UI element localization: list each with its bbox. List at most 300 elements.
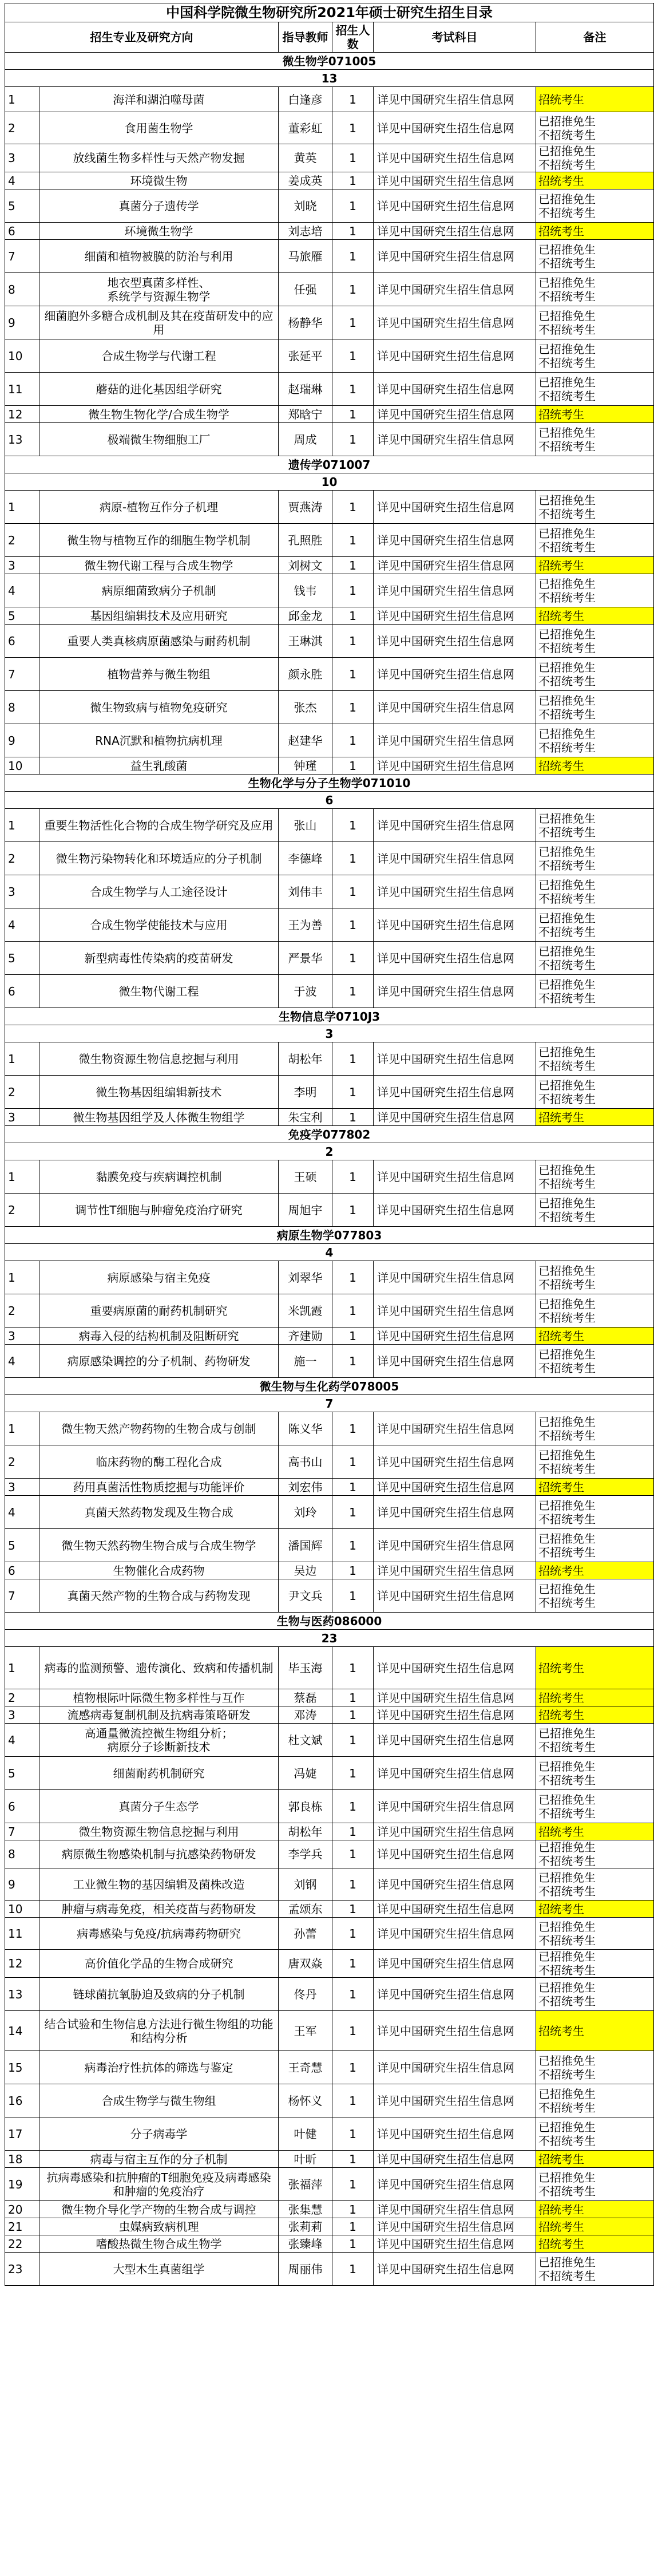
quota-count: 1 — [332, 757, 374, 775]
tutor-name: 钱韦 — [279, 574, 332, 607]
tutor-name: 孟颂东 — [279, 1901, 332, 1918]
section-header-row — [5, 1008, 654, 1025]
quota-count: 1 — [332, 842, 374, 875]
table-row — [5, 1790, 654, 1823]
exam-subjects: 详见中国研究生招生信息网 — [374, 87, 536, 112]
exam-subjects: 详见中国研究生招生信息网 — [374, 842, 536, 875]
quota-count: 1 — [332, 112, 374, 144]
research-direction: 病原-植物互作分子机理 — [39, 491, 279, 524]
row-index: 3 — [5, 875, 39, 908]
row-index: 10 — [5, 339, 39, 373]
tutor-name: 刘翠华 — [279, 1261, 332, 1294]
table-row — [5, 1918, 654, 1950]
research-direction: 链球菌抗氧胁迫及致病的分子机制 — [39, 1978, 279, 2011]
row-index: 9 — [5, 724, 39, 757]
row-index: 4 — [5, 908, 39, 942]
exam-subjects: 详见中国研究生招生信息网 — [374, 1823, 536, 1840]
tutor-name: 尹文兵 — [279, 1579, 332, 1613]
row-index: 3 — [5, 1109, 39, 1126]
quota-count: 1 — [332, 625, 374, 658]
row-index: 8 — [5, 691, 39, 724]
tutor-name: 张莉莉 — [279, 2218, 332, 2235]
quota-count: 1 — [332, 1823, 374, 1840]
research-direction: 地衣型真菌多样性、 系统学与资源生物学 — [39, 273, 279, 306]
row-index: 4 — [5, 1345, 39, 1378]
quota-count: 1 — [332, 1327, 374, 1345]
table-row — [5, 273, 654, 306]
quota-count: 1 — [332, 491, 374, 524]
exam-subjects: 详见中国研究生招生信息网 — [374, 2117, 536, 2151]
row-index: 2 — [5, 1076, 39, 1109]
research-direction: 高价值化学品的生物合成研究 — [39, 1950, 279, 1978]
section-count-row — [5, 1025, 654, 1042]
exam-subjects: 详见中国研究生招生信息网 — [374, 1076, 536, 1109]
remark-status: 已招推免生 不招统考生 — [536, 112, 654, 144]
quota-count: 1 — [332, 1042, 374, 1076]
remark-status: 已招推免生 不招统考生 — [536, 1412, 654, 1445]
tutor-name: 钟瑾 — [279, 757, 332, 775]
tutor-name: 王奇慧 — [279, 2051, 332, 2084]
research-direction: 环境微生物学 — [39, 223, 279, 240]
tutor-name: 颜永胜 — [279, 658, 332, 691]
table-row — [5, 574, 654, 607]
quota-count: 1 — [332, 2051, 374, 2084]
table-row — [5, 607, 654, 625]
table-row — [5, 339, 654, 373]
header-exam-subjects: 考试科目 — [374, 22, 536, 53]
section-count: 3 — [5, 1025, 654, 1042]
remark-status: 已招推免生 不招统考生 — [536, 1840, 654, 1868]
quota-count: 1 — [332, 2253, 374, 2286]
exam-subjects: 详见中国研究生招生信息网 — [374, 1042, 536, 1076]
research-direction: 微生物代谢工程 — [39, 975, 279, 1008]
table-row — [5, 625, 654, 658]
quota-count: 1 — [332, 2011, 374, 2051]
remark-status: 已招推免生 不招统考生 — [536, 1076, 654, 1109]
exam-subjects: 详见中国研究生招生信息网 — [374, 1109, 536, 1126]
tutor-name: 周成 — [279, 423, 332, 456]
research-direction: 病毒的监测预警、遗传演化、致病和传播机制 — [39, 1647, 279, 1689]
remark-status: 已招推免生 不招统考生 — [536, 1529, 654, 1562]
exam-subjects: 详见中国研究生招生信息网 — [374, 1327, 536, 1345]
tutor-name: 张臻峰 — [279, 2235, 332, 2253]
table-row — [5, 1689, 654, 1706]
table-row — [5, 1978, 654, 2011]
tutor-name: 王琳淇 — [279, 625, 332, 658]
row-index: 19 — [5, 2168, 39, 2201]
quota-count: 1 — [332, 406, 374, 423]
research-direction: 微生物致病与植物免疫研究 — [39, 691, 279, 724]
tutor-name: 刘钢 — [279, 1868, 332, 1901]
research-direction: 病毒入侵的结构机制及阻断研究 — [39, 1327, 279, 1345]
research-direction: 食用菌生物学 — [39, 112, 279, 144]
row-index: 4 — [5, 1724, 39, 1757]
section-name: 生物信息学0710J3 — [5, 1008, 654, 1025]
remark-status: 已招推免生 不招统考生 — [536, 908, 654, 942]
tutor-name: 吴边 — [279, 1562, 332, 1579]
tutor-name: 冯婕 — [279, 1757, 332, 1790]
quota-count: 1 — [332, 189, 374, 223]
quota-count: 1 — [332, 1345, 374, 1378]
remark-status: 招统考生 — [536, 87, 654, 112]
research-direction: 大型木生真菌组学 — [39, 2253, 279, 2286]
research-direction: 基因组编辑技术及应用研究 — [39, 607, 279, 625]
row-index: 1 — [5, 491, 39, 524]
exam-subjects: 详见中国研究生招生信息网 — [374, 406, 536, 423]
table-row — [5, 1076, 654, 1109]
header-row — [5, 22, 654, 53]
tutor-name: 陈义华 — [279, 1412, 332, 1445]
exam-subjects: 详见中国研究生招生信息网 — [374, 691, 536, 724]
remark-status: 招统考生 — [536, 1689, 654, 1706]
tutor-name: 赵瑞琳 — [279, 373, 332, 406]
exam-subjects: 详见中国研究生招生信息网 — [374, 524, 536, 557]
research-direction: 真菌天然产物的生物合成与药物发现 — [39, 1579, 279, 1613]
research-direction: 分子病毒学 — [39, 2117, 279, 2151]
row-index: 2 — [5, 1445, 39, 1479]
exam-subjects: 详见中国研究生招生信息网 — [374, 2168, 536, 2201]
research-direction: 生物催化合成药物 — [39, 1562, 279, 1579]
row-index: 13 — [5, 423, 39, 456]
research-direction: 细菌和植物被膜的防治与利用 — [39, 240, 279, 273]
section-name: 病原生物学077803 — [5, 1227, 654, 1244]
quota-count: 1 — [332, 1412, 374, 1445]
remark-status: 已招推免生 不招统考生 — [536, 2051, 654, 2084]
section-count-row — [5, 1395, 654, 1412]
exam-subjects: 详见中国研究生招生信息网 — [374, 1294, 536, 1327]
row-index: 11 — [5, 373, 39, 406]
table-row — [5, 1479, 654, 1496]
tutor-name: 董彩虹 — [279, 112, 332, 144]
row-index: 23 — [5, 2253, 39, 2286]
quota-count: 1 — [332, 423, 374, 456]
table-row — [5, 240, 654, 273]
research-direction: 病原细菌致病分子机制 — [39, 574, 279, 607]
row-index: 2 — [5, 1689, 39, 1706]
quota-count: 1 — [332, 1076, 374, 1109]
quota-count: 1 — [332, 1479, 374, 1496]
tutor-name: 胡松年 — [279, 1042, 332, 1076]
research-direction: 微生物介导化学产物的生物合成与调控 — [39, 2201, 279, 2218]
exam-subjects: 详见中国研究生招生信息网 — [374, 1579, 536, 1613]
research-direction: 合成生物学与代谢工程 — [39, 339, 279, 373]
section-name: 微生物与生化药学078005 — [5, 1378, 654, 1395]
section-count-row — [5, 1244, 654, 1261]
quota-count: 1 — [332, 1496, 374, 1529]
remark-status: 已招推免生 不招统考生 — [536, 2117, 654, 2151]
quota-count: 1 — [332, 1978, 374, 2011]
research-direction: 新型病毒性传染病的疫苗研发 — [39, 942, 279, 975]
research-direction: 嗜酸热微生物合成生物学 — [39, 2235, 279, 2253]
quota-count: 1 — [332, 557, 374, 574]
row-index: 4 — [5, 574, 39, 607]
quota-count: 1 — [332, 2218, 374, 2235]
exam-subjects: 详见中国研究生招生信息网 — [374, 144, 536, 172]
section-count-row — [5, 473, 654, 491]
remark-status: 已招推免生 不招统考生 — [536, 1868, 654, 1901]
remark-status: 已招推免生 不招统考生 — [536, 2084, 654, 2117]
quota-count: 1 — [332, 1724, 374, 1757]
row-index: 6 — [5, 625, 39, 658]
row-index: 9 — [5, 1868, 39, 1901]
remark-status: 招统考生 — [536, 2218, 654, 2235]
quota-count: 1 — [332, 2117, 374, 2151]
section-count-row — [5, 1630, 654, 1647]
quota-count: 1 — [332, 1901, 374, 1918]
table-row — [5, 1294, 654, 1327]
table-row — [5, 87, 654, 112]
research-direction: 微生物天然产物药物的生物合成与创制 — [39, 1412, 279, 1445]
exam-subjects: 详见中国研究生招生信息网 — [374, 607, 536, 625]
remark-status: 招统考生 — [536, 406, 654, 423]
document-title: 中国科学院微生物研究所2021年硕士研究生招生目录 — [5, 3, 654, 22]
section-name: 遗传学071007 — [5, 456, 654, 473]
tutor-name: 刘宏伟 — [279, 1479, 332, 1496]
row-index: 1 — [5, 1261, 39, 1294]
quota-count: 1 — [332, 1194, 374, 1227]
tutor-name: 张山 — [279, 809, 332, 842]
research-direction: 重要病原菌的耐药机制研究 — [39, 1294, 279, 1327]
table-body — [5, 3, 654, 2286]
exam-subjects: 详见中国研究生招生信息网 — [374, 1950, 536, 1978]
research-direction: 微生物生物化学/合成生物学 — [39, 406, 279, 423]
exam-subjects: 详见中国研究生招生信息网 — [374, 1840, 536, 1868]
header-remarks: 备注 — [536, 22, 654, 53]
row-index: 15 — [5, 2051, 39, 2084]
tutor-name: 王军 — [279, 2011, 332, 2051]
quota-count: 1 — [332, 1918, 374, 1950]
tutor-name: 杨静华 — [279, 306, 332, 339]
table-row — [5, 172, 654, 189]
table-row — [5, 1757, 654, 1790]
tutor-name: 孔照胜 — [279, 524, 332, 557]
remark-status: 已招推免生 不招统考生 — [536, 273, 654, 306]
research-direction: 结合试验和生物信息方法进行微生物组的功能和结构分析 — [39, 2011, 279, 2051]
quota-count: 1 — [332, 607, 374, 625]
remark-status: 已招推免生 不招统考生 — [536, 306, 654, 339]
remark-status: 已招推免生 不招统考生 — [536, 1496, 654, 1529]
exam-subjects: 详见中国研究生招生信息网 — [374, 112, 536, 144]
tutor-name: 于波 — [279, 975, 332, 1008]
remark-status: 招统考生 — [536, 607, 654, 625]
remark-status: 已招推免生 不招统考生 — [536, 658, 654, 691]
tutor-name: 潘国辉 — [279, 1529, 332, 1562]
exam-subjects: 详见中国研究生招生信息网 — [374, 908, 536, 942]
exam-subjects: 详见中国研究生招生信息网 — [374, 1901, 536, 1918]
remark-status: 已招推免生 不招统考生 — [536, 724, 654, 757]
exam-subjects: 详见中国研究生招生信息网 — [374, 1160, 536, 1194]
table-row — [5, 1160, 654, 1194]
tutor-name: 贾燕涛 — [279, 491, 332, 524]
row-index: 1 — [5, 87, 39, 112]
research-direction: 重要生物活性化合物的合成生物学研究及应用 — [39, 809, 279, 842]
tutor-name: 张集慧 — [279, 2201, 332, 2218]
research-direction: 虫媒病致病机理 — [39, 2218, 279, 2235]
exam-subjects: 详见中国研究生招生信息网 — [374, 1479, 536, 1496]
research-direction: 重要人类真核病原菌感染与耐药机制 — [39, 625, 279, 658]
row-index: 5 — [5, 1529, 39, 1562]
quota-count: 1 — [332, 1294, 374, 1327]
remark-status: 已招推免生 不招统考生 — [536, 1261, 654, 1294]
exam-subjects: 详见中国研究生招生信息网 — [374, 306, 536, 339]
quota-count: 1 — [332, 306, 374, 339]
exam-subjects: 详见中国研究生招生信息网 — [374, 1757, 536, 1790]
research-direction: 海洋和湖泊噬母菌 — [39, 87, 279, 112]
exam-subjects: 详见中国研究生招生信息网 — [374, 557, 536, 574]
section-header-row — [5, 456, 654, 473]
row-index: 12 — [5, 406, 39, 423]
section-header-row — [5, 53, 654, 70]
table-row — [5, 1109, 654, 1126]
remark-status: 已招推免生 不招统考生 — [536, 144, 654, 172]
exam-subjects: 详见中国研究生招生信息网 — [374, 1445, 536, 1479]
table-row — [5, 2151, 654, 2168]
remark-status: 招统考生 — [536, 1109, 654, 1126]
tutor-name: 周丽伟 — [279, 2253, 332, 2286]
tutor-name: 黄英 — [279, 144, 332, 172]
research-direction: 微生物基因组编辑新技术 — [39, 1076, 279, 1109]
remark-status: 已招推免生 不招统考生 — [536, 1345, 654, 1378]
section-name: 生物与医药086000 — [5, 1613, 654, 1630]
section-count: 13 — [5, 70, 654, 87]
research-direction: 微生物与植物互作的细胞生物学机制 — [39, 524, 279, 557]
section-count-row — [5, 792, 654, 809]
exam-subjects: 详见中国研究生招生信息网 — [374, 1496, 536, 1529]
table-row — [5, 1579, 654, 1613]
research-direction: 细菌耐药机制研究 — [39, 1757, 279, 1790]
section-count-row — [5, 1143, 654, 1160]
tutor-name: 王为善 — [279, 908, 332, 942]
tutor-name: 刘伟丰 — [279, 875, 332, 908]
table-row — [5, 406, 654, 423]
table-row — [5, 975, 654, 1008]
quota-count: 1 — [332, 2084, 374, 2117]
quota-count: 1 — [332, 809, 374, 842]
exam-subjects: 详见中国研究生招生信息网 — [374, 1868, 536, 1901]
row-index: 3 — [5, 144, 39, 172]
research-direction: 临床药物的酶工程化合成 — [39, 1445, 279, 1479]
remark-status: 招统考生 — [536, 2235, 654, 2253]
section-name: 免疫学077802 — [5, 1126, 654, 1143]
remark-status: 招统考生 — [536, 2201, 654, 2218]
row-index: 6 — [5, 975, 39, 1008]
quota-count: 1 — [332, 942, 374, 975]
research-direction: 真菌分子遗传学 — [39, 189, 279, 223]
table-row — [5, 942, 654, 975]
quota-count: 1 — [332, 1579, 374, 1613]
exam-subjects: 详见中国研究生招生信息网 — [374, 273, 536, 306]
remark-status: 招统考生 — [536, 1901, 654, 1918]
remark-status: 已招推免生 不招统考生 — [536, 423, 654, 456]
quota-count: 1 — [332, 273, 374, 306]
exam-subjects: 详见中国研究生招生信息网 — [374, 1706, 536, 1724]
exam-subjects: 详见中国研究生招生信息网 — [374, 223, 536, 240]
table-row — [5, 658, 654, 691]
exam-subjects: 详见中国研究生招生信息网 — [374, 942, 536, 975]
exam-subjects: 详见中国研究生招生信息网 — [374, 189, 536, 223]
row-index: 17 — [5, 2117, 39, 2151]
exam-subjects: 详见中国研究生招生信息网 — [374, 658, 536, 691]
section-count: 6 — [5, 792, 654, 809]
exam-subjects: 详见中国研究生招生信息网 — [374, 240, 536, 273]
table-row — [5, 724, 654, 757]
exam-subjects: 详见中国研究生招生信息网 — [374, 1790, 536, 1823]
quota-count: 1 — [332, 691, 374, 724]
remark-status: 已招推免生 不招统考生 — [536, 1724, 654, 1757]
section-count: 2 — [5, 1143, 654, 1160]
tutor-name: 李明 — [279, 1076, 332, 1109]
quota-count: 1 — [332, 524, 374, 557]
row-index: 8 — [5, 1840, 39, 1868]
research-direction: 病原感染调控的分子机制、药物研发 — [39, 1345, 279, 1378]
research-direction: 病毒治疗性抗体的筛选与鉴定 — [39, 2051, 279, 2084]
research-direction: 工业微生物的基因编辑及菌株改造 — [39, 1868, 279, 1901]
tutor-name: 杨怀义 — [279, 2084, 332, 2117]
tutor-name: 刘晓 — [279, 189, 332, 223]
table-row — [5, 2117, 654, 2151]
row-index: 3 — [5, 1479, 39, 1496]
table-row — [5, 875, 654, 908]
remark-status: 招统考生 — [536, 223, 654, 240]
remark-status: 招统考生 — [536, 2011, 654, 2051]
tutor-name: 胡松年 — [279, 1823, 332, 1840]
quota-count: 1 — [332, 2151, 374, 2168]
quota-count: 1 — [332, 1647, 374, 1689]
row-index: 1 — [5, 1647, 39, 1689]
research-direction: 放线菌生物多样性与天然产物发掘 — [39, 144, 279, 172]
exam-subjects: 详见中国研究生招生信息网 — [374, 1918, 536, 1950]
tutor-name: 赵建华 — [279, 724, 332, 757]
quota-count: 1 — [332, 240, 374, 273]
tutor-name: 唐双焱 — [279, 1950, 332, 1978]
exam-subjects: 详见中国研究生招生信息网 — [374, 625, 536, 658]
table-row — [5, 2011, 654, 2051]
quota-count: 1 — [332, 1261, 374, 1294]
remark-status: 已招推免生 不招统考生 — [536, 1950, 654, 1978]
table-row — [5, 1647, 654, 1689]
header-major-direction: 招生专业及研究方向 — [5, 22, 279, 53]
row-index: 21 — [5, 2218, 39, 2235]
table-row — [5, 2168, 654, 2201]
research-direction: 高通量微流控微生物组分析； 病原分子诊断新技术 — [39, 1724, 279, 1757]
remark-status: 已招推免生 不招统考生 — [536, 625, 654, 658]
remark-status: 已招推免生 不招统考生 — [536, 875, 654, 908]
quota-count: 1 — [332, 1160, 374, 1194]
exam-subjects: 详见中国研究生招生信息网 — [374, 1261, 536, 1294]
research-direction: 益生乳酸菌 — [39, 757, 279, 775]
tutor-name: 李学兵 — [279, 1840, 332, 1868]
section-header-row — [5, 1227, 654, 1244]
remark-status: 已招推免生 不招统考生 — [536, 491, 654, 524]
exam-subjects: 详见中国研究生招生信息网 — [374, 1562, 536, 1579]
quota-count: 1 — [332, 1529, 374, 1562]
tutor-name: 刘志培 — [279, 223, 332, 240]
table-row — [5, 112, 654, 144]
remark-status: 已招推免生 不招统考生 — [536, 240, 654, 273]
remark-status: 已招推免生 不招统考生 — [536, 1042, 654, 1076]
section-count: 10 — [5, 473, 654, 491]
tutor-name: 邱金龙 — [279, 607, 332, 625]
quota-count: 1 — [332, 339, 374, 373]
quota-count: 1 — [332, 1868, 374, 1901]
table-row — [5, 1901, 654, 1918]
row-index: 2 — [5, 112, 39, 144]
table-row — [5, 223, 654, 240]
table-row — [5, 423, 654, 456]
table-row — [5, 2051, 654, 2084]
row-index: 6 — [5, 1562, 39, 1579]
tutor-name: 佟丹 — [279, 1978, 332, 2011]
